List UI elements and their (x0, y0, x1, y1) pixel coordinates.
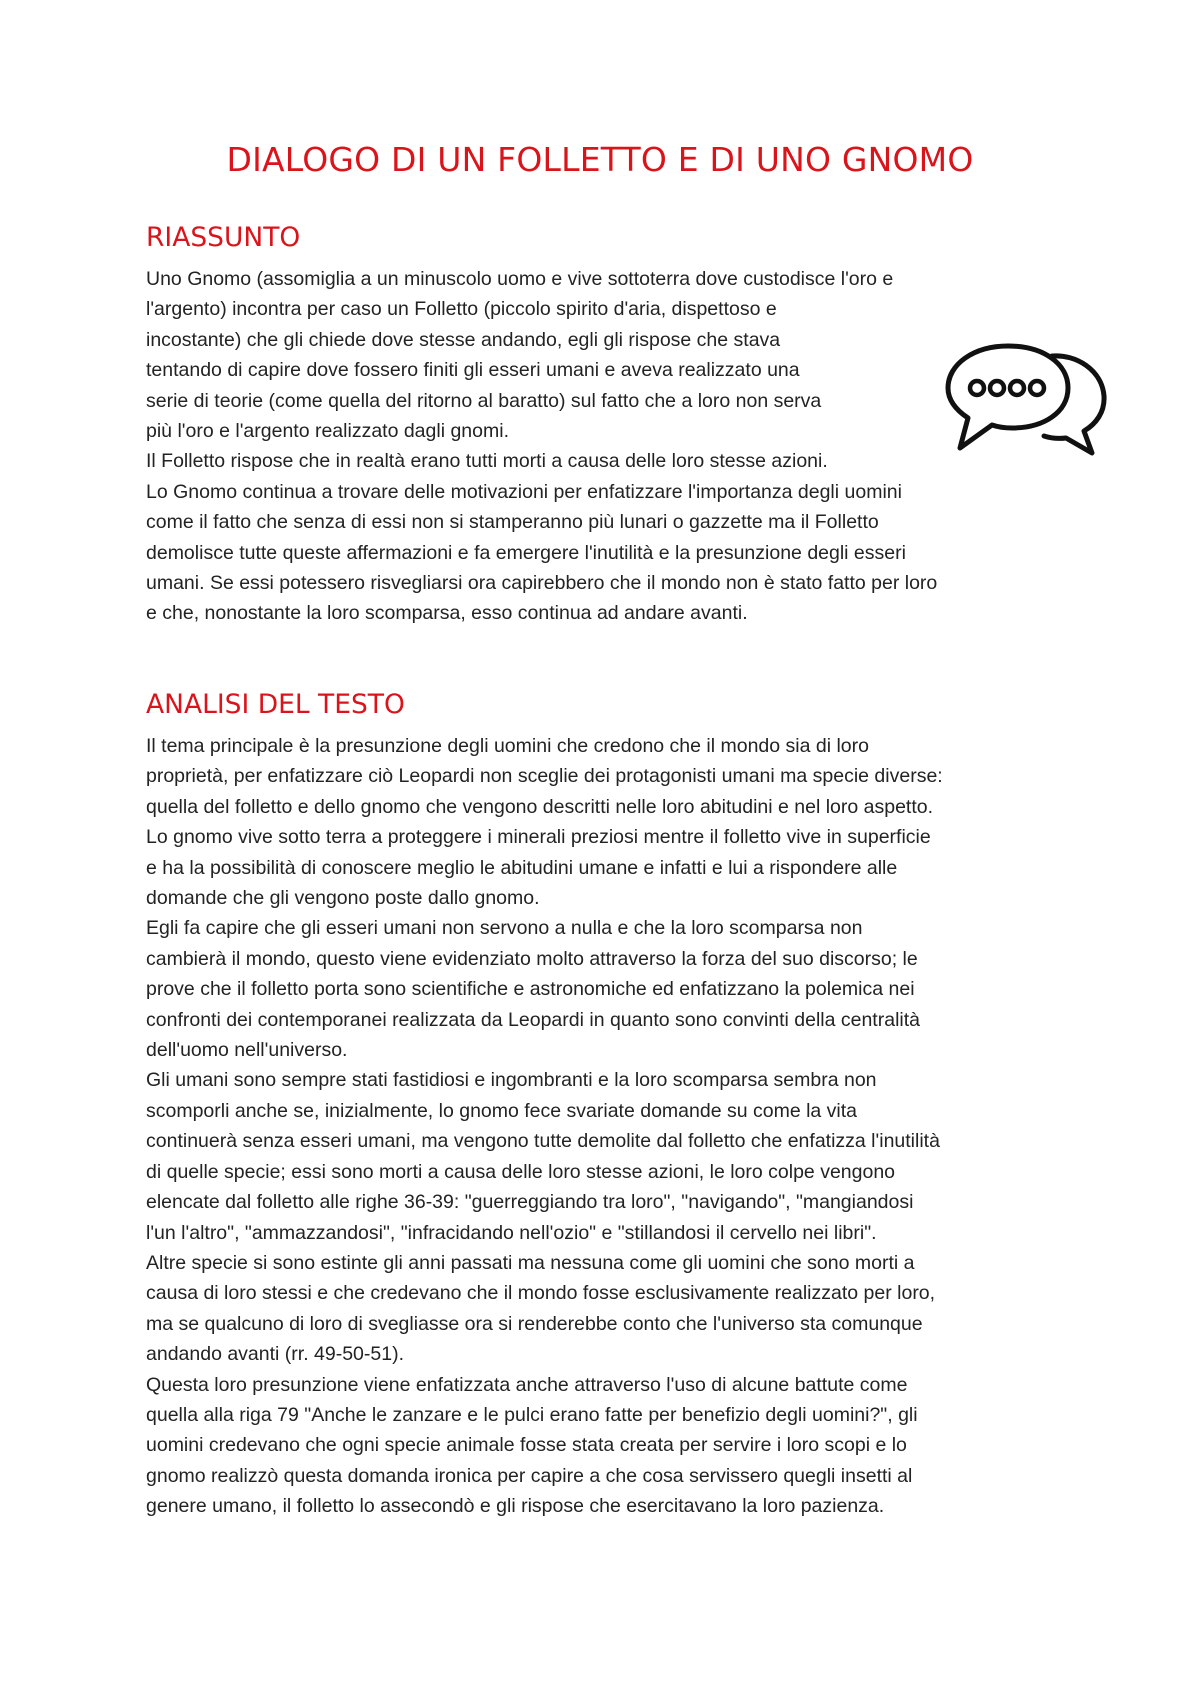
text-line: gnomo realizzò questa domanda ironica per capire a che cosa servissero quegli insetti al (146, 1464, 913, 1487)
text-line: Uno Gnomo (assomiglia a un minuscolo uomo e vive sottoterra dove custodisce l'oro e (146, 268, 894, 290)
text-line: l'un l'altro", "ammazzandosi", "infracidando nell'ozio" e "stillandosi il cervello nei libri". (146, 1221, 877, 1244)
text-line: Egli fa capire che gli esseri umani non servono a nulla e che la loro scomparsa non (146, 917, 863, 940)
text-line: elencate dal folletto alle righe 36-39: "guerreggiando tra loro", "navigando", "mangiandosi (146, 1191, 914, 1214)
text-line: scomporli anche se, inizialmente, lo gnomo fece svariate domande su come la vita (146, 1099, 858, 1122)
text-line: di quelle specie; essi sono morti a causa delle loro stesse azioni, le loro colpe vengono (146, 1160, 896, 1183)
text-line: più l'oro e l'argento realizzato dagli gnomi. (146, 420, 509, 443)
text-line: tentando di capire dove fossero finiti gli esseri umani e aveva realizzato una (146, 359, 800, 382)
text-line: dell'uomo nell'universo. (146, 1039, 348, 1062)
text-line: e ha la possibilità di conoscere meglio le abitudini umane e infatti e lui a rispondere alle (146, 856, 898, 879)
text-line: Altre specie si sono estinte gli anni passati ma nessuna come gli uomini che sono morti a (146, 1251, 915, 1274)
text-line: causa di loro stessi e che credevano che il mondo fosse esclusivamente realizzato per loro, (146, 1282, 936, 1305)
text-line: genere umano, il folletto lo assecondò e gli rispose che esercitavano la loro pazienza. (146, 1495, 885, 1518)
text-line: e che, nonostante la loro scomparsa, esso continua ad andare avanti. (146, 602, 748, 625)
text-line: Lo gnomo vive sotto terra a proteggere i minerali preziosi mentre il folletto vive in superficie (146, 826, 931, 849)
speech-bubbles-icon (944, 338, 1114, 458)
text-line: uomini credevano che ogni specie animale fosse stata creata per servire i loro scopi e lo (146, 1434, 907, 1457)
section-heading-riassunto: RIASSUNTO (146, 222, 301, 253)
text-line: continuerà senza esseri umani, ma vengono tutte demolite dal folletto che enfatizza l'inutilità (146, 1130, 940, 1153)
text-line: quella alla riga 79 "Anche le zanzare e le pulci erano fatte per benefizio degli uomini?", gli (146, 1403, 918, 1426)
text-line: Lo Gnomo continua a trovare delle motivazioni per enfatizzare l'importanza degli uomini (146, 480, 902, 503)
text-line: l'argento) incontra per caso un Folletto (piccolo spirito d'aria, dispettoso e (146, 298, 777, 321)
text-line: confronti dei contemporanei realizzata da Leopardi in quanto sono convinti della centralità (146, 1008, 920, 1031)
text-line: umani. Se essi potessero risvegliarsi ora capirebbero che il mondo non è stato fatto per loro (146, 572, 938, 595)
text-line: demolisce tutte queste affermazioni e fa emergere l'inutilità e la presunzione degli esseri (146, 541, 906, 564)
text-line: Il tema principale è la presunzione degli uomini che credono che il mondo sia di loro (146, 735, 869, 757)
text-line: prove che il folletto porta sono scientifiche e astronomiche ed enfatizzano la polemica nei (146, 978, 915, 1001)
text-line: andando avanti (rr. 49-50-51). (146, 1343, 404, 1366)
paragraph-analisi (146, 731, 943, 1522)
text-line: cambierà il mondo, questo viene evidenziato molto attraverso la forza del suo discorso; le (146, 947, 918, 970)
paragraph-riassunto (146, 264, 937, 629)
text-line: come il fatto che senza di essi non si stamperanno più lunari o gazzette ma il Folletto (146, 511, 879, 534)
text-line: quella del folletto e dello gnomo che vengono descritti nelle loro abitudini e nel loro aspetto. (146, 795, 934, 818)
document-title: DIALOGO DI UN FOLLETTO E DI UNO GNOMO (226, 140, 974, 179)
section-heading-analisi: ANALISI DEL TESTO (146, 689, 405, 720)
text-line: proprietà, per enfatizzare ciò Leopardi non sceglie dei protagonisti umani ma specie diverse: (146, 765, 943, 788)
text-line: ma se qualcuno di loro di svegliasse ora si renderebbe conto che l'universo sta comunque (146, 1312, 923, 1335)
text-line: incostante) che gli chiede dove stesse andando, egli gli rispose che stava (146, 328, 781, 351)
text-line: domande che gli vengono poste dallo gnomo. (146, 887, 540, 910)
text-line: Il Folletto rispose che in realtà erano tutti morti a causa delle loro stesse azioni. (146, 450, 828, 473)
text-line: serie di teorie (come quella del ritorno al baratto) sul fatto che a loro non serva (146, 389, 822, 412)
text-line: Questa loro presunzione viene enfatizzata anche attraverso l'uso di alcune battute come (146, 1373, 908, 1396)
text-line: Gli umani sono sempre stati fastidiosi e ingombranti e la loro scomparsa sembra non (146, 1069, 877, 1092)
